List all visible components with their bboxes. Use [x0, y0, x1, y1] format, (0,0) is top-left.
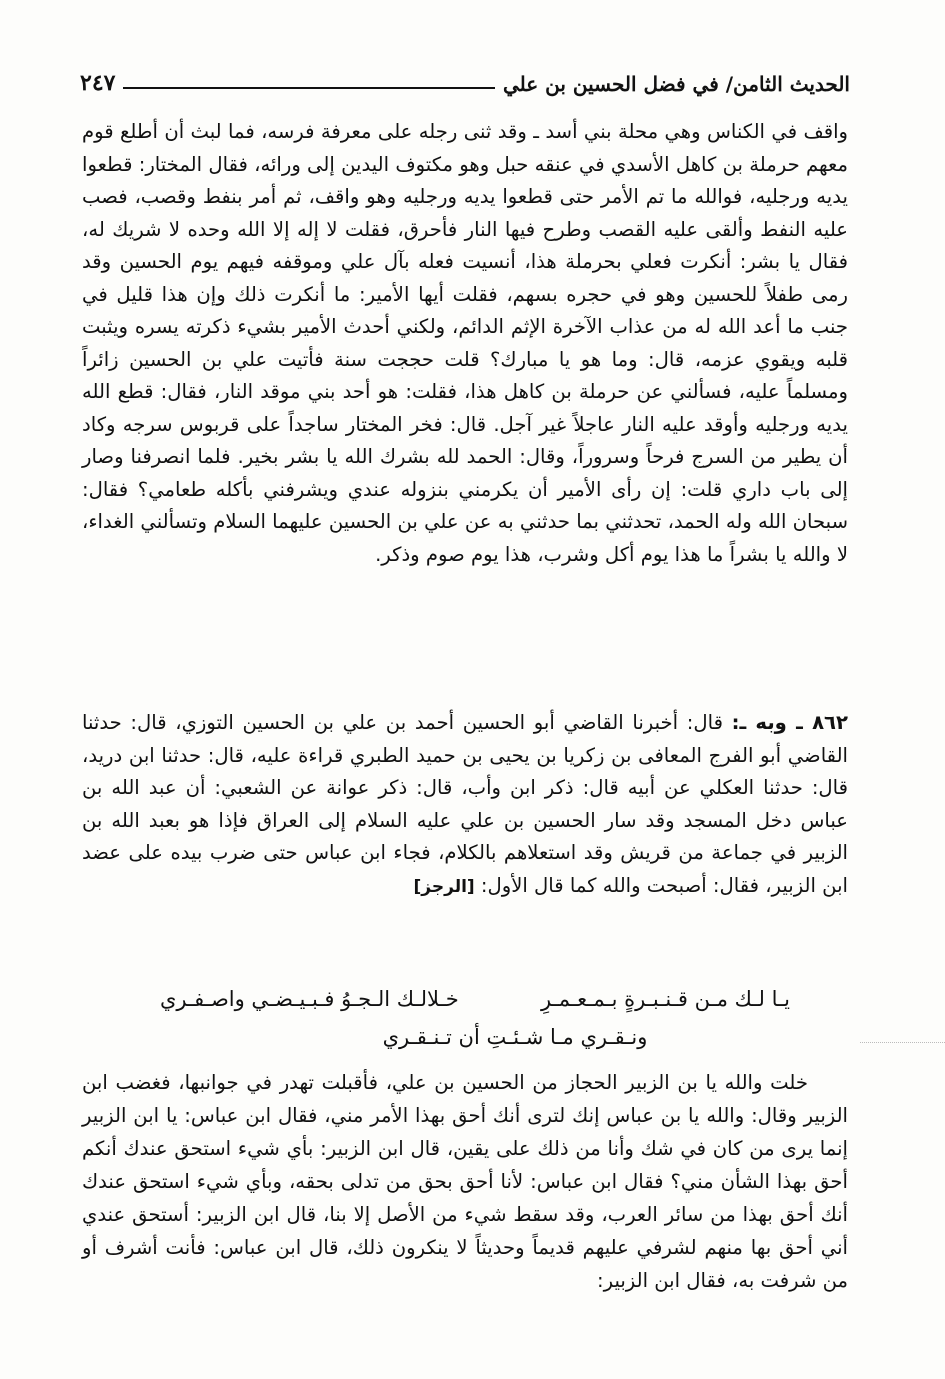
- body-text: [82, 116, 848, 966]
- header-rule: [123, 87, 495, 89]
- poem: [120, 980, 820, 1058]
- poem-hemistich-1: يـا لـك مـن قـنـبـرةٍ بـمـعـمـرِ: [541, 987, 790, 1011]
- body-text-continued: [82, 1066, 848, 1297]
- poem-line-1: [120, 980, 820, 1018]
- paragraph-1: واقف في الكناس وهي محلة بني أسد ـ وقد ثنى رجله على معرفة فرسه، فما لبث أن أطلع قوم معهم حرملة بن كاهل الأسدي في عنقه حبل وهو مكتوف اليدين إلى ورائه، فقال المختار: قطعوا يديه ورجليه، فوالله ما تم الأمر حتى قطعوا يديه ورجليه وهو واقف، ثم أمر بنفط وقصب، فصب عليه النفط وألقى عليه القصب وطرح فيها النار فأحرق، فقلت لا إله إلا الله وحده لا شريك له، فقال يا بشر: أنكرت فعلي بحرملة هذا، أنسيت فعله بآل علي وموقفه فيهم يوم الحسين وقد رمى طفلاً للحسين وهو في حجره بسهم، فقلت أيها الأمير: ما أنكرت ذلك وإن هذا قليل في جنب ما أعد الله له من عذاب الآخرة الإثم الدائم، ولكني أحدث الأمير بشيء ذكرته يسره ويثبت قلبه ويقوي عزمه، قال: وما هو يا مبارك؟ قلت حججت سنة فأتيت علي بن الحسين زائراً ومسلماً عليه، فسألني عن حرملة بن كاهل هذا، فقلت: هو أحد بني موقد النار، فقال: قطع الله يديه ورجليه وأوقد عليه النار عاجلاً غير آجل. قال: فخر المختار ساجداً على قربوس سرجه وكاد أن يطير من السرج فرحاً وسروراً، وقال: الحمد لله بشرك الله يا بشر بخير. فلما انصرفنا وصار إلى باب داري قلت: إن رأى الأمير أن يكرمني بنزوله عندي ويشرفني بأكله طعامي؟ فقال: سبحان الله وله الحمد، تحدثني بما حدثني به عن علي بن الحسين عليهما السلام وتسألني الغداء، لا والله يا بشراً ما هذا يوم أكل وشرب، هذا يوم صوم وذكر.: [82, 120, 848, 566]
- poem-hemistich-2: خـلالـك الـجـوُ فـبـيـضـي واصـفـري: [160, 987, 459, 1011]
- running-title: الحديث الثامن/ في فضل الحسين بن علي: [502, 72, 850, 96]
- poem-line-2: ونـقـري مـا شـئـتِ أن تـنـقـري: [382, 1025, 648, 1049]
- paragraph-3: خلت والله يا بن الزبير الحجاز من الحسين بن علي، فأقبلت تهدر في جوانبها، فغضب ابن الزبير وقال: والله يا بن عباس إنك لترى أنك أحق بهذا الأمر مني، فقال ابن عباس: يا ابن الزبير إنما يرى من كان في شك وأنا من ذلك على يقين، قال ابن الزبير: بأي شيء استحق عندك أنكم أحق بهذا الشأن مني؟ فقال ابن عباس: لأنا أحق بحق من تدلى بحقه، وبأي شيء استحق عندك أنك أحق بهذا من سائر العرب، وقد سقط شيء من الأصل إلا بنا، قال ابن الزبير: أستحق عندي أني أحق بها منهم لشرفي عليهم قديماً وحديثاً لا ينكرون ذلك، قال ابن عباس: فأنت أشرف أو من شرفت به، فقال ابن الزبير:: [82, 1071, 848, 1292]
- scan-artifact-line: [860, 1042, 945, 1043]
- hadith-number: ٨٦٢ ـ وبه ـ:: [731, 711, 848, 734]
- poetic-meter-label: [الرجز]: [413, 876, 475, 897]
- paragraph-2: [82, 707, 848, 966]
- page-header: [80, 64, 850, 96]
- paragraph-2-text: قال: أخبرنا القاضي أبو الحسين أحمد بن علي بن الحسين التوزي، قال: حدثنا القاضي أبو الفرج المعافى بن زكريا بن يحيى بن حميد الطبري قراءة عليه، قال: حدثنا ابن دريد، قال: حدثنا العكلي عن أبيه قال: ذكر ابن وأب، قال: ذكر عوانة عن الشعبي: أن عبد الله بن عباس دخل المسجد وقد سار الحسين بن علي عليه السلام إلى العراق فإذا هو بعبد الله بن الزبير في جماعة من قريش وقد استعلاهم بالكلام، فجاء ابن عباس حتى ضرب بيده على عضد ابن الزبير، فقال: أصبحت والله كما قال الأول:: [82, 711, 848, 897]
- page-number: ٢٤٧: [80, 70, 116, 96]
